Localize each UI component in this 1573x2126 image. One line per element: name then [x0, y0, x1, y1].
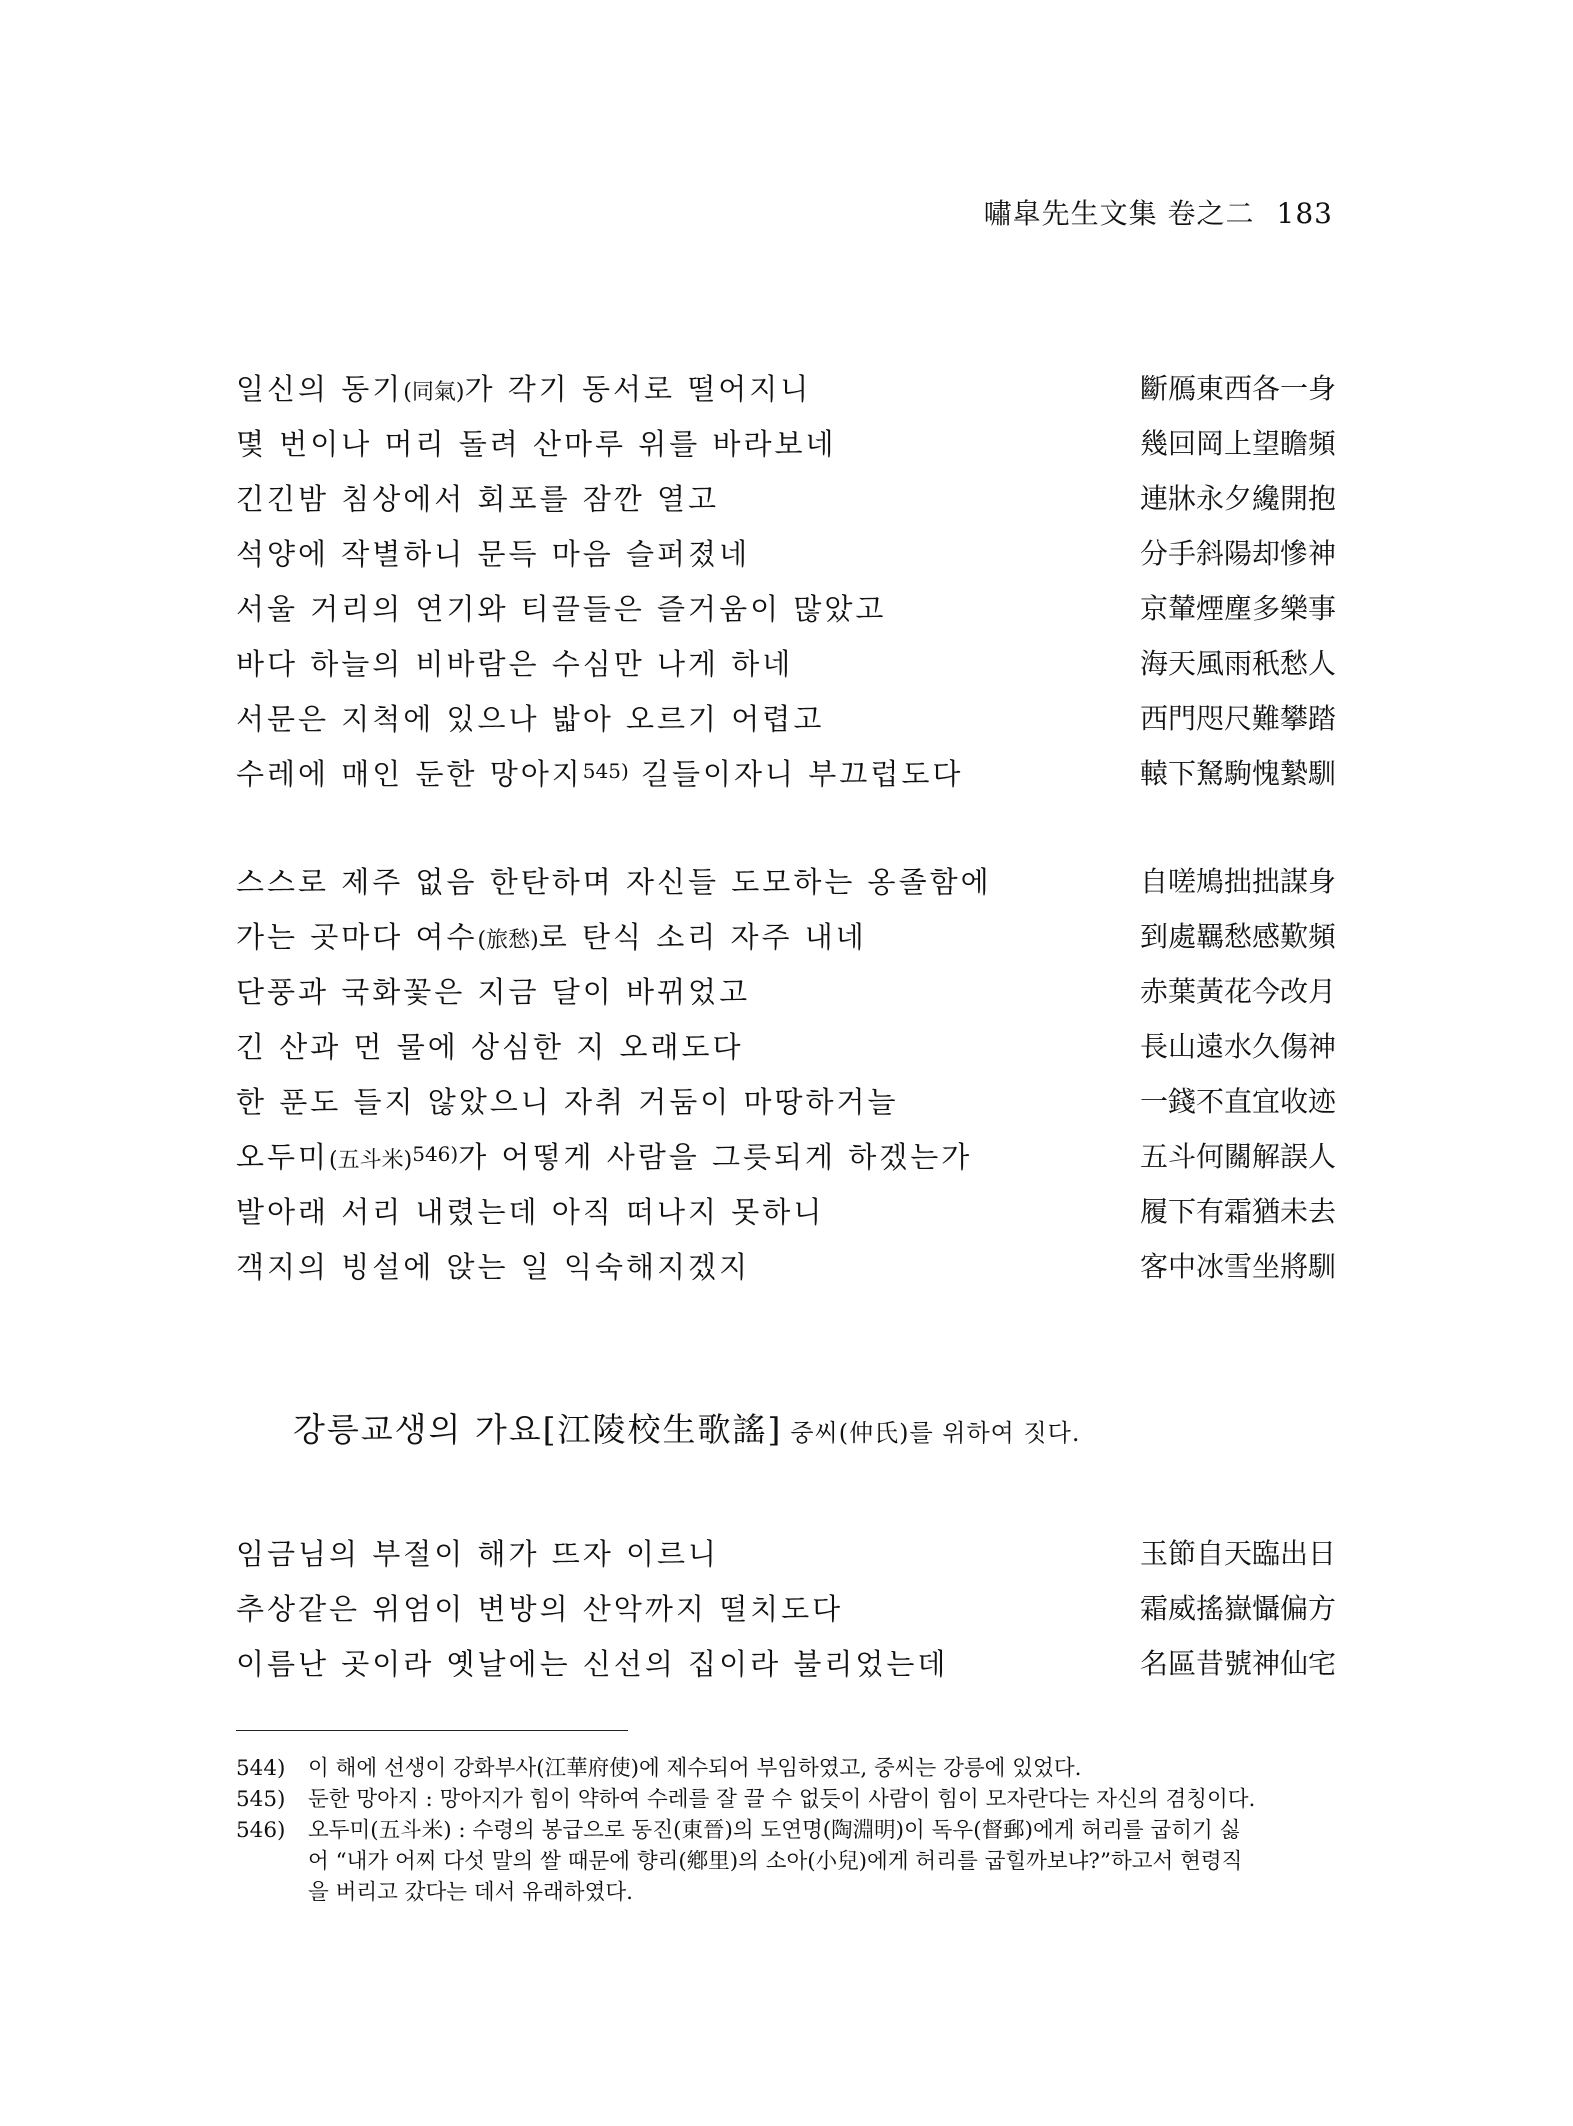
- hanja-original: 斷鴈東西各一身: [1139, 372, 1336, 405]
- hanja-original: 客中冰雪坐將馴: [1139, 1250, 1336, 1283]
- footnote-ref: 546): [412, 1142, 459, 1166]
- verse-line: [236, 697, 1336, 752]
- korean-text: 객지의 빙설에 앉는 일 익숙해지겠지: [236, 1250, 751, 1284]
- korean-translation: [236, 532, 750, 573]
- verse-line: [236, 532, 1336, 587]
- korean-text-rest: 가 각기 동서로 떨어지니: [464, 372, 812, 406]
- hanja-original: 玉節自天臨出日: [1139, 1537, 1336, 1570]
- hanja-original: 連牀永夕纔開抱: [1139, 482, 1336, 515]
- poem-stanza-1: [236, 367, 1336, 807]
- korean-translation: [236, 970, 750, 1011]
- hanja-original: 分手斜陽却慘神: [1139, 537, 1336, 570]
- korean-translation: [236, 1532, 719, 1573]
- hanja-original: 到處羈愁感歎頻: [1139, 920, 1336, 953]
- verse-line: [236, 367, 1336, 422]
- korean-text: 단풍과 국화꽃은 지금 달이 바뀌었고: [236, 975, 751, 1009]
- hanja-original: 西門咫尺難攀踏: [1139, 702, 1336, 735]
- korean-text: 한 푼도 들지 않았으니 자취 거둠이 마땅하거늘: [236, 1085, 899, 1119]
- verse-line: [236, 1245, 1336, 1300]
- hanja-original: 京輦煙塵多樂事: [1139, 592, 1336, 625]
- verse-line: [236, 915, 1336, 970]
- poem-stanza-2: [236, 860, 1336, 1300]
- korean-translation: [236, 587, 886, 628]
- korean-text: 임금님의 부절이 해가 뜨자 이르니: [236, 1537, 720, 1571]
- poem-title-note: 중씨(仲氏)를 위하여 짓다.: [790, 1419, 1081, 1447]
- korean-text-rest: 로 탄식 소리 자주 내네: [538, 920, 867, 954]
- korean-text: 서울 거리의 연기와 티끌들은 즐거움이 많았고: [236, 592, 887, 626]
- hanja-original: 幾回岡上望瞻頻: [1139, 427, 1336, 460]
- korean-translation: [236, 752, 963, 793]
- korean-translation: [236, 1642, 948, 1683]
- verse-line: [236, 1080, 1336, 1135]
- footnote-line: 을 버리고 갔다는 데서 유래하였다.: [308, 1880, 633, 1905]
- running-header-title: 嘯皐先生文集 卷之二: [983, 197, 1255, 230]
- verse-line: [236, 1532, 1336, 1587]
- poem-stanza-3: [236, 1532, 1336, 1697]
- hanja-original: 名區昔號神仙宅: [1139, 1647, 1336, 1680]
- hanja-original: 轅下駑駒愧縶馴: [1139, 757, 1336, 790]
- poem-title-main: 강릉교생의 가요[江陵校生歌謠]: [293, 1410, 783, 1449]
- korean-translation: [236, 1080, 899, 1121]
- footnote-ref: 545): [582, 759, 629, 783]
- korean-text: 바다 하늘의 비바람은 수심만 나게 하네: [236, 647, 794, 681]
- verse-line: [236, 1642, 1336, 1697]
- korean-translation: [236, 367, 811, 408]
- verse-line: [236, 477, 1336, 532]
- hanja-original: 五斗何關解誤人: [1139, 1140, 1336, 1173]
- hanja-original: 海天風雨秖愁人: [1139, 647, 1336, 680]
- footnote-number: 544): [236, 1756, 286, 1781]
- korean-translation: [236, 1587, 843, 1628]
- footnote-number: 546): [236, 1818, 286, 1843]
- verse-line: [236, 642, 1336, 697]
- korean-translation: [236, 915, 867, 956]
- korean-text-rest: 길들이자니 부끄럽도다: [628, 757, 964, 791]
- korean-text: 서문은 지척에 있으나 밟아 오르기 어렵고: [236, 702, 825, 736]
- korean-translation: [236, 477, 719, 518]
- korean-translation: [236, 422, 837, 463]
- running-header: [984, 192, 1333, 232]
- footnotes: [236, 1753, 1336, 1908]
- verse-line: [236, 1190, 1336, 1245]
- hanja-original: 霜威搖嶽懾偏方: [1139, 1592, 1336, 1625]
- footnote: [236, 1815, 1336, 1908]
- korean-text: 몇 번이나 머리 돌려 산마루 위를 바라보네: [236, 427, 837, 461]
- hanja-gloss: (旅愁): [477, 928, 539, 953]
- korean-text: 석양에 작별하니 문득 마음 슬퍼졌네: [236, 537, 751, 571]
- footnote-line: 둔한 망아지 : 망아지가 힘이 약하여 수레를 잘 끌 수 없듯이 사람이 힘이 모자란다는 자신의 겸칭이다.: [308, 1787, 1256, 1812]
- korean-translation: [236, 1025, 744, 1066]
- poem-title: [293, 1404, 1080, 1451]
- korean-text-rest: 가 어떻게 사람을 그릇되게 하겠는가: [458, 1140, 973, 1174]
- korean-translation: [236, 1135, 972, 1176]
- footnote-separator: [236, 1730, 628, 1731]
- korean-text: 발아래 서리 내렸는데 아직 떠나지 못하니: [236, 1195, 825, 1229]
- verse-line: [236, 422, 1336, 477]
- verse-line: [236, 1587, 1336, 1642]
- footnote: [236, 1753, 1336, 1784]
- hanja-original: 長山遠水久傷神: [1139, 1030, 1336, 1063]
- footnote-line: 어 “내가 어찌 다섯 말의 쌀 때문에 향리(鄕里)의 소아(小兒)에게 허리를 굽힐까보냐?”하고서 현령직: [308, 1849, 1243, 1874]
- hanja-gloss: (五斗米): [329, 1148, 413, 1173]
- footnote: [236, 1784, 1336, 1815]
- hanja-original: 自嗟鳩拙拙謀身: [1139, 865, 1336, 898]
- korean-translation: [236, 642, 793, 683]
- korean-text: 오두미: [236, 1140, 330, 1174]
- korean-text: 가는 곳마다 여수: [236, 920, 478, 954]
- verse-line: [236, 970, 1336, 1025]
- korean-text: 스스로 제주 없음 한탄하며 자신들 도모하는 옹졸함에: [236, 865, 992, 899]
- korean-text: 이름난 곳이라 옛날에는 신선의 집이라 불리었는데: [236, 1647, 949, 1681]
- korean-text: 긴긴밤 침상에서 회포를 잠깐 열고: [236, 482, 720, 516]
- korean-translation: [236, 1245, 750, 1286]
- footnote-number: 545): [236, 1787, 286, 1812]
- hanja-gloss: (同氣): [403, 380, 465, 405]
- verse-line: [236, 860, 1336, 915]
- korean-text: 일신의 동기: [236, 372, 404, 406]
- hanja-original: 赤葉黃花今改月: [1139, 975, 1336, 1008]
- verse-line: [236, 1025, 1336, 1080]
- verse-line: [236, 1135, 1336, 1190]
- korean-text: 추상같은 위엄이 변방의 산악까지 떨치도다: [236, 1592, 844, 1626]
- korean-text: 긴 산과 먼 물에 상심한 지 오래도다: [236, 1030, 744, 1064]
- footnote-line: 오두미(五斗米) : 수령의 봉급으로 동진(東晉)의 도연명(陶淵明)이 독우(督郵)에게 허리를 굽히기 싫: [308, 1818, 1241, 1843]
- korean-text: 수레에 매인 둔한 망아지: [236, 757, 583, 791]
- korean-translation: [236, 1190, 824, 1231]
- hanja-original: 一錢不直宜收迹: [1139, 1085, 1336, 1118]
- korean-translation: [236, 697, 824, 738]
- page-number: 183: [1276, 197, 1333, 230]
- hanja-original: 履下有霜猶未去: [1139, 1195, 1336, 1228]
- verse-line: [236, 752, 1336, 807]
- korean-translation: [236, 860, 992, 901]
- footnote-line: 이 해에 선생이 강화부사(江華府使)에 제수되어 부임하였고, 중씨는 강릉에 있었다.: [308, 1756, 1082, 1781]
- verse-line: [236, 587, 1336, 642]
